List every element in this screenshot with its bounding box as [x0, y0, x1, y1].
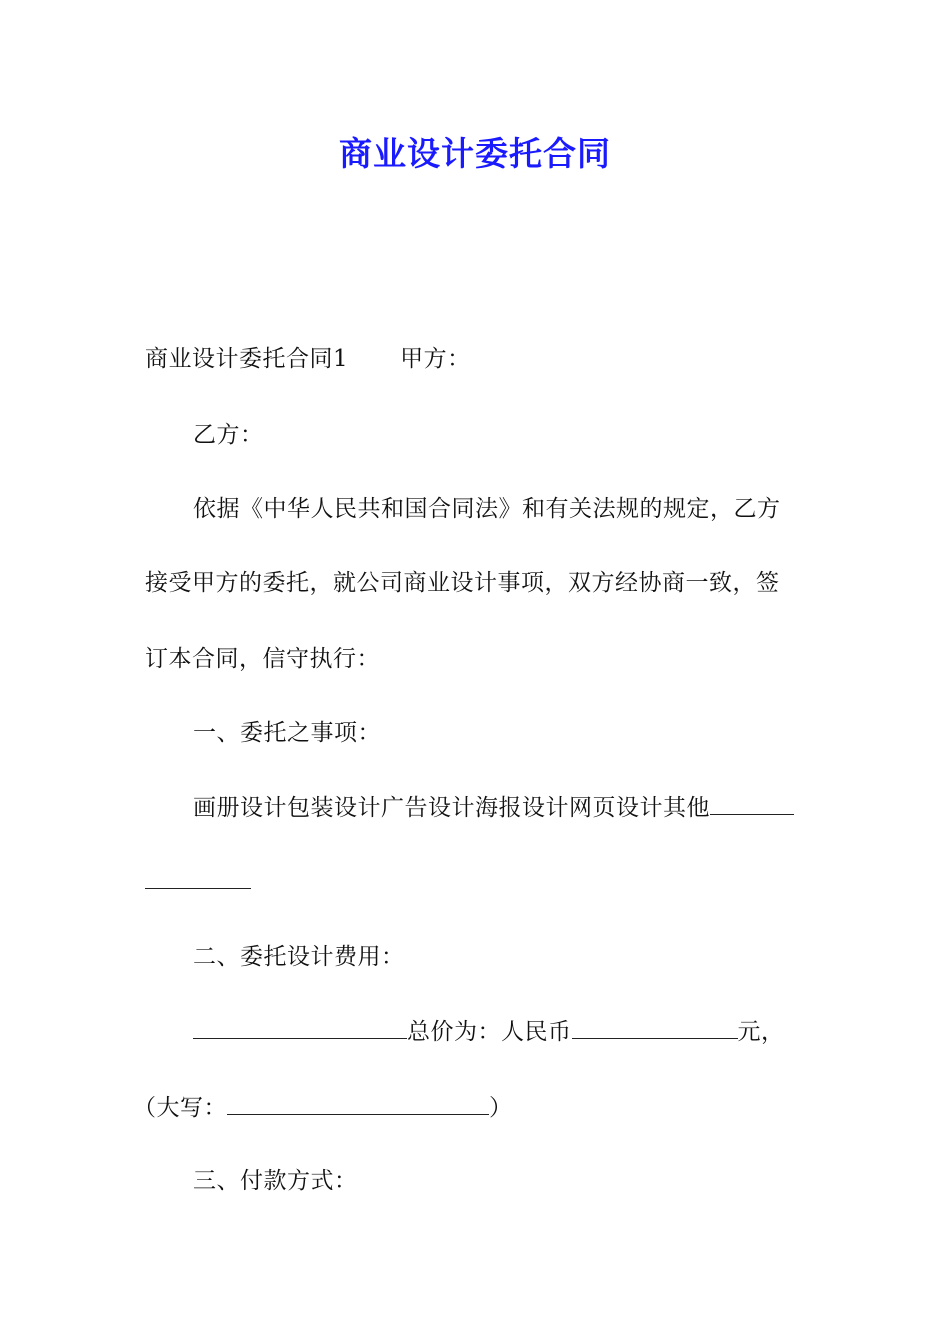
design-items: 画册设计包装设计广告设计海报设计网页设计其他: [193, 795, 710, 821]
party-b-label: 乙方：: [193, 422, 264, 448]
contract-heading-line: [145, 344, 471, 374]
section-2-heading: 二、委托设计费用：: [193, 944, 405, 970]
daxie-line: [133, 1092, 513, 1123]
daxie-close: ）: [489, 1095, 513, 1121]
yuan-label: 元，: [737, 1019, 785, 1045]
party-a-label: 甲方：: [400, 346, 471, 372]
section-1-heading: 一、委托之事项：: [193, 720, 381, 746]
other-blank-continued-line: [145, 866, 251, 897]
other-blank: [710, 792, 794, 815]
total-price-label: 总价为：人民币: [407, 1019, 572, 1045]
other-blank-continued: [145, 866, 251, 889]
document-title: 商业设计委托合同: [339, 134, 611, 173]
daxie-label: （大写：: [133, 1095, 227, 1121]
section-3-heading: 三、付款方式：: [193, 1168, 358, 1194]
paragraph-line-1: 依据《中华人民共和国合同法》和有关法规的规定，乙方: [193, 496, 781, 522]
paragraph-line-2: 接受甲方的委托，就公司商业设计事项，双方经协商一致，签: [145, 570, 780, 596]
fee-blank: [193, 1016, 407, 1039]
amount-blank: [572, 1016, 738, 1039]
daxie-blank: [227, 1092, 489, 1115]
paragraph-line-3: 订本合同，信守执行：: [145, 646, 380, 672]
design-items-line: [193, 792, 794, 823]
contract-heading: 商业设计委托合同1: [145, 346, 349, 372]
total-price-line: [193, 1016, 785, 1047]
